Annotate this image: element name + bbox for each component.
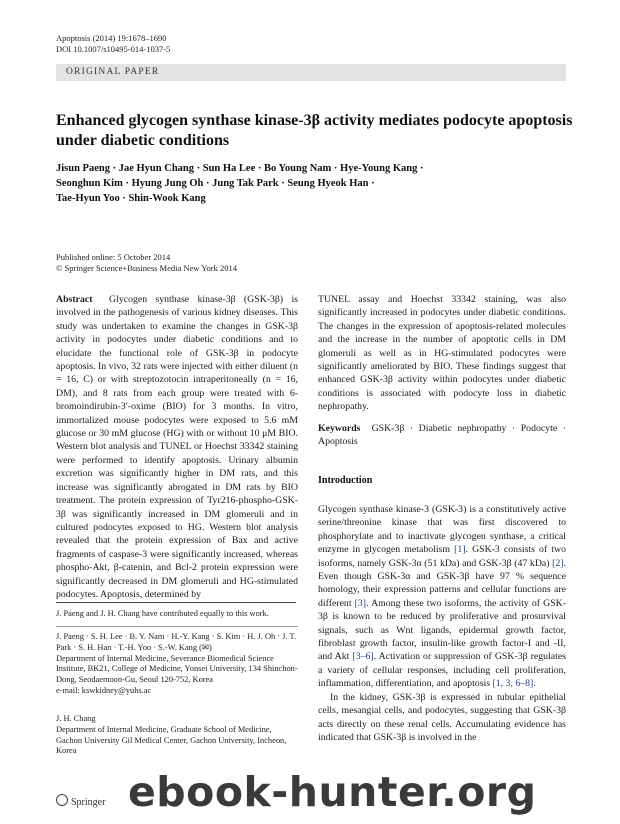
citation-link[interactable]: [1] — [454, 544, 466, 556]
keywords-text: GSK-3β · Diabetic nephropathy · Podocyte · Apoptosis — [318, 423, 567, 448]
footnote-divider — [56, 626, 298, 627]
paper-title: Enhanced glycogen synthase kinase-3β activity mediates podocyte apoptosis under diabetic conditions — [56, 112, 573, 149]
keywords-label: Keywords — [318, 423, 361, 434]
author-line: Seonghun Kim · Hyung Jung Oh · Jung Tak Park · Seung Hyeok Han · — [56, 178, 375, 189]
published-date: Published online: 5 October 2014 — [56, 252, 171, 262]
corresponding-email[interactable]: e-mail: kswkidney@yuhs.ac — [56, 685, 152, 695]
springer-horse-icon — [56, 794, 68, 806]
doi: DOI 10.1007/s10495-014-1037-5 — [56, 44, 171, 54]
citation-link[interactable]: [1, 3, 6–8] — [492, 678, 534, 690]
abstract-text: Glycogen synthase kinase-3β (GSK-3β) is involved in the pathogenesis of various kidney diseases. This study was undertaken to examine the changes in GSK-3β activity in podocytes under diabetic conditions and to elucidate the functional role of GSK-3β in podocyte apoptosis. In vivo, 32 rats were injected with either diluent (n = 16, C) or with streptozotocin intraperitoneally (n = 16, DM), and 8 rats from each group were treated with 6-bromoindirubin-3′-oxime (BIO) for 3 months. In vitro, immortalized mouse podocytes were exposed to 5.6 mM glucose or 30 mM glucose (HG) with or without 10 μM BIO. Western blot analysis and TUNEL or Hoechst 33342 staining were performed to identify apoptosis. Urinary albumin excretion was significantly higher in DM rats, and this increase was significantly abrogated in DM rats by BIO treatment. The protein expression of Tyr216-phospho-GSK-3β was significantly increased in DM glomeruli and in cultured podocytes exposed to HG. Western blot analysis revealed that the protein expression of Bax and active fragments of caspase-3 were significantly increased, whereas phospho-Akt, β-catenin, and Bcl-2 protein expression were significantly decreased in DM glomeruli and HG-stimulated podocytes. Apoptosis, determined by — [56, 294, 298, 600]
publisher-logo — [56, 794, 105, 808]
keywords — [318, 422, 566, 449]
citation-link[interactable]: [3–6] — [352, 651, 374, 663]
affiliation-2-name: J. H. Chang — [56, 714, 96, 723]
publisher-name: Springer — [71, 797, 106, 808]
introduction-heading: Introduction — [318, 475, 373, 486]
abstract-continued: TUNEL assay and Hoechst 33342 staining, was also significantly increased in podocytes under diabetic conditions. The changes in the expression of apoptosis-related molecules and the increase in the number of apoptotic cells in DM glomeruli as well as in HG-stimulated podocytes were significantly ameliorated by BIO. These findings suggest that enhanced GSK-3β activity within podocytes under diabetic conditions is associated with podocyte loss in diabetic nephropathy. — [318, 294, 566, 413]
abstract-block — [56, 293, 298, 601]
author-list — [56, 161, 576, 206]
section-tag: ORIGINAL PAPER — [66, 67, 160, 77]
intro-paragraph-2: In the kidney, GSK-3β is expressed in tubular epithelial cells, mesangial cells, and podocytes, suggesting that GSK-3β acts directly on these renal cells. Accumulating evidence has indicated that GSK-3β is involved in the — [318, 691, 566, 743]
footnote-rule — [56, 602, 296, 603]
watermark: ebook-hunter.org — [128, 768, 537, 816]
affiliation-1-names: J. Paeng · S. H. Lee · B. Y. Nam · H.-Y. Kang · S. Kim · H. J. Oh · J. T. Park · S. H. Han · T.-H. Yoo · S.-W. Kang (✉) — [56, 632, 297, 652]
affiliation-2 — [56, 714, 298, 757]
author-line: Jisun Paeng · Jae Hyun Chang · Sun Ha Lee · Bo Young Nam · Hye-Young Kang · — [56, 163, 424, 174]
affiliation-1 — [56, 632, 298, 697]
affiliation-1-dept: Department of Internal Medicine, Severance Biomedical Science Institute, BK21, College of Medicine, Yonsei University, 134 Shinchon-Dong, Seodaemoon-Gu, Seoul 120-752, Korea — [56, 653, 298, 685]
publication-info — [56, 252, 237, 274]
author-line: Tae-Hyun Yoo · Shin-Wook Kang — [56, 193, 206, 204]
intro-paragraph-1: Glycogen synthase kinase-3 (GSK-3) is a constitutively active serine/threonine kinase that was first discovered to phosphorylate and to inactivate glycogen synthase, a critical enzyme in glycogen metabolism [1]. GSK-3 consists of two isoforms, namely GSK-3α (51 kDa) and GSK-3β (47 kDa) [2]. Even though GSK-3α and GSK-3β have 97 % sequence homology, their expression patterns and cellular functions are different [3]. Among these two isoforms, the activity of GSK-3β is known to be reduced by proliferative and prosurvival signals, such as Wnt ligands, epidermal growth factor, fibroblast growth factor, insulin-like growth factor-I and -II, and Akt [3–6]. Activation or suppression of GSK-3β regulates a variety of cellular responses, including cell proliferation, inflammation, differentiation, and apoptosis [1, 3, 6–8]. — [318, 504, 567, 690]
introduction-body — [318, 503, 566, 744]
citation-link[interactable]: [3] — [354, 597, 367, 609]
journal-citation: Apoptosis (2014) 19:1678–1690 — [56, 33, 167, 43]
affiliation-2-dept: Department of Internal Medicine, Graduate School of Medicine, Gachon University Gil Medical Center, Gachon University, Incheon, Korea — [56, 724, 287, 756]
copyright: © Springer Science+Business Media New York 2014 — [56, 263, 237, 273]
equal-contribution-note: J. Paeng and J. H. Chang have contributed equally to this work. — [56, 609, 269, 618]
citation-link[interactable]: [2] — [552, 557, 564, 569]
abstract-label: Abstract — [56, 294, 93, 305]
